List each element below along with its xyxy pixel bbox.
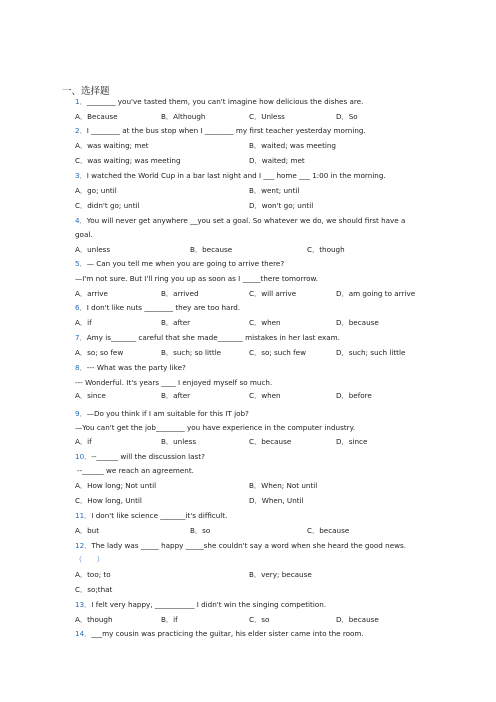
option-d[interactable]: D．before <box>336 391 372 400</box>
option-c[interactable]: C．though <box>307 245 345 254</box>
question-12 <box>75 542 406 549</box>
question-text: —Do you think if I am suitable for this IT job? <box>86 409 249 418</box>
option-b[interactable]: B．so <box>190 526 211 535</box>
option-a[interactable]: A．unless <box>75 245 111 254</box>
option-a[interactable]: A．though <box>75 615 113 624</box>
question-6 <box>75 304 240 311</box>
section-title: 一、选择题 <box>62 86 110 97</box>
option-d[interactable]: D．since <box>336 437 368 446</box>
question-number: 6． <box>75 303 87 312</box>
question-5 <box>75 260 284 267</box>
option-a[interactable]: A．but <box>75 526 100 535</box>
option-a[interactable]: A．How long; Not until <box>75 481 157 490</box>
question-2 <box>75 127 366 134</box>
question-number: 1． <box>75 97 87 106</box>
option-a[interactable]: A．so; so few <box>75 348 124 357</box>
option-c[interactable]: C．How long, Until <box>75 496 142 505</box>
option-b[interactable]: B．Although <box>161 112 206 121</box>
option-d[interactable]: D．because <box>336 318 379 327</box>
question-text: You will never get anywhere __you set a goal. So whatever we do, we should first have a <box>86 216 406 225</box>
question-text: I don't like nuts ________ they are too hard. <box>86 303 241 312</box>
question-4-continued: goal. <box>75 230 93 239</box>
question-number: 5． <box>75 259 87 268</box>
question-8-reply: --- Wonderful. It's years ____ I enjoyed myself so much. <box>75 378 273 387</box>
option-b[interactable]: B．When; Not until <box>249 481 318 490</box>
option-a[interactable]: A．was waiting; met <box>75 141 149 150</box>
option-b[interactable]: B．very; because <box>249 570 312 579</box>
question-text: I watched the World Cup in a bar last night and I ___ home ___ 1:00 in the morning. <box>86 171 386 180</box>
option-d[interactable]: D．When, Until <box>249 496 304 505</box>
option-c[interactable]: C．so; such few <box>249 348 306 357</box>
option-c[interactable]: C．because <box>249 437 292 446</box>
question-number: 10． <box>75 452 92 461</box>
question-5-reply: —I'm not sure. But I'll ring you up as soon as I _____there tomorrow. <box>75 274 318 283</box>
option-a[interactable]: A．since <box>75 391 106 400</box>
option-b[interactable]: B．such; so little <box>161 348 222 357</box>
option-d[interactable]: D．such; such little <box>336 348 406 357</box>
question-10-reply: --______ we reach an agreement. <box>77 466 194 475</box>
option-b[interactable]: B．unless <box>161 437 197 446</box>
question-1 <box>75 98 363 105</box>
question-text: ________ you've tasted them, you can't imagine how delicious the dishes are. <box>86 97 364 106</box>
question-text: I don't like science _______it's difficult. <box>91 511 228 520</box>
option-a[interactable]: A．if <box>75 437 92 446</box>
option-c[interactable]: C．Unless <box>249 112 285 121</box>
option-c[interactable]: C．when <box>249 318 281 327</box>
option-b[interactable]: B．because <box>190 245 233 254</box>
question-number: 11． <box>75 511 92 520</box>
option-d[interactable]: D．So <box>336 112 358 121</box>
question-text: Amy is_______ careful that she made_______ mistakes in her last exam. <box>86 333 340 342</box>
question-number: 8． <box>75 363 87 372</box>
option-c[interactable]: C．so <box>249 615 270 624</box>
option-a[interactable]: A．too; to <box>75 570 111 579</box>
question-text: The lady was _____ happy _____she couldn't say a word when she heard the good news. <box>91 541 407 550</box>
question-8 <box>75 364 186 371</box>
question-number: 7． <box>75 333 87 342</box>
option-d[interactable]: D．won't go; until <box>249 201 314 210</box>
option-b[interactable]: B．after <box>161 391 191 400</box>
question-number: 9． <box>75 409 87 418</box>
question-text: ___my cousin was practicing the guitar, his elder sister came into the room. <box>91 629 364 638</box>
question-9-reply: —You can't get the job________ you have experience in the computer industry. <box>75 423 356 432</box>
option-c[interactable]: C．will arrive <box>249 289 297 298</box>
question-text: --______ will the discussion last? <box>91 452 205 461</box>
option-a[interactable]: A．Because <box>75 112 118 121</box>
question-number: 2． <box>75 126 87 135</box>
question-7 <box>75 334 340 341</box>
question-number: 14． <box>75 629 92 638</box>
option-b[interactable]: B．waited; was meeting <box>249 141 336 150</box>
question-4 <box>75 217 405 224</box>
answer-parentheses: （ ） <box>75 555 104 564</box>
option-c[interactable]: C．was waiting; was meeting <box>75 156 181 165</box>
question-14 <box>75 630 364 637</box>
option-c[interactable]: C．when <box>249 391 281 400</box>
question-text: I felt very happy, ___________ I didn't win the singing competition. <box>91 600 327 609</box>
option-b[interactable]: B．arrived <box>161 289 199 298</box>
question-11 <box>75 512 227 519</box>
question-text: — Can you tell me when you are going to arrive there? <box>86 259 285 268</box>
question-text: I ________ at the bus stop when I ________ my first teacher yesterday morning. <box>86 126 366 135</box>
question-9 <box>75 410 249 417</box>
option-b[interactable]: B．if <box>161 615 178 624</box>
question-number: 3． <box>75 171 87 180</box>
option-a[interactable]: A．arrive <box>75 289 108 298</box>
question-13 <box>75 601 326 608</box>
option-d[interactable]: D．waited; met <box>249 156 305 165</box>
option-b[interactable]: B．after <box>161 318 191 327</box>
option-a[interactable]: A．go; until <box>75 186 117 195</box>
question-text: --- What was the party like? <box>86 363 186 372</box>
option-c[interactable]: C．didn't go; until <box>75 201 140 210</box>
option-b[interactable]: B．went; until <box>249 186 300 195</box>
question-number: 12． <box>75 541 92 550</box>
question-number: 4． <box>75 216 87 225</box>
option-a[interactable]: A．if <box>75 318 92 327</box>
question-number: 13． <box>75 600 92 609</box>
option-c[interactable]: C．because <box>307 526 350 535</box>
option-c[interactable]: C．so;that <box>75 585 113 594</box>
option-d[interactable]: D．because <box>336 615 379 624</box>
option-d[interactable]: D．am going to arrive <box>336 289 416 298</box>
question-3 <box>75 172 386 179</box>
question-10 <box>75 453 205 460</box>
